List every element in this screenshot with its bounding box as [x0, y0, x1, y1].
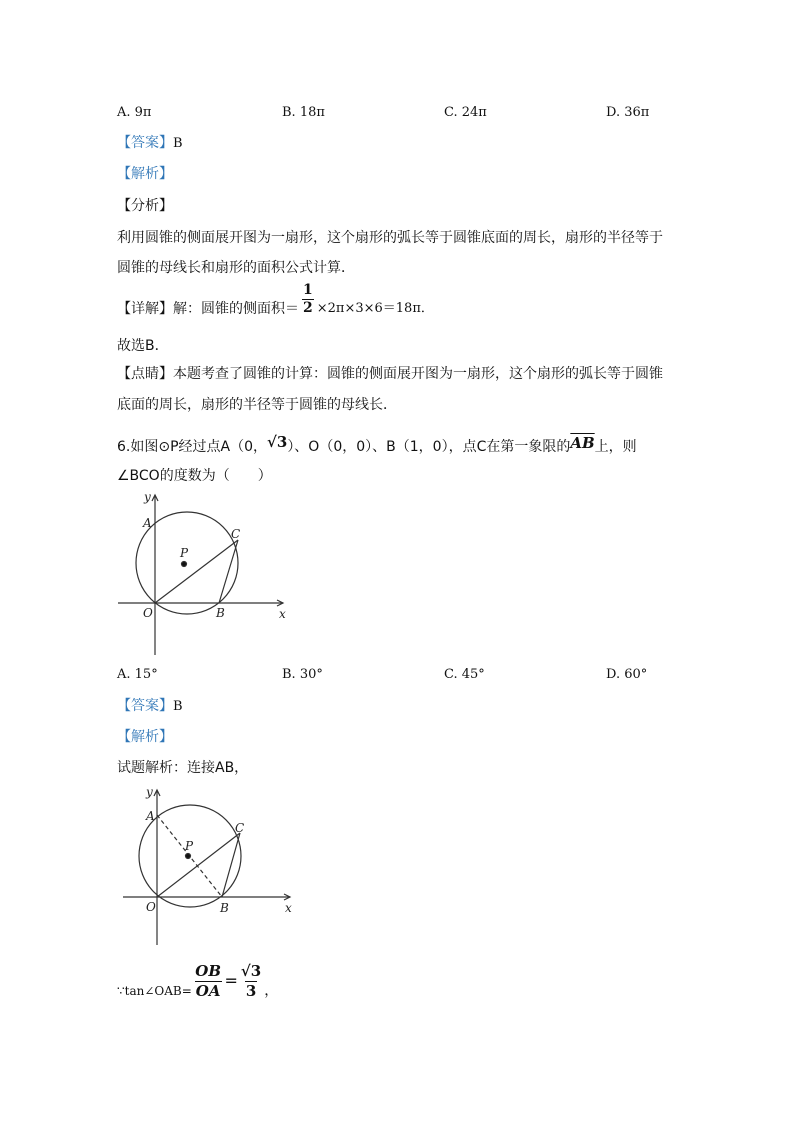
equals-sign: = — [224, 971, 238, 990]
q5-fenxi-line2: 圆锥的母线长和扇形的面积公式计算． — [117, 260, 355, 276]
q6-tan-prefix: ∵tan∠OAB= — [117, 984, 192, 998]
q6-tan-line — [117, 962, 278, 1000]
q6-option-c: C. 45° — [444, 667, 485, 682]
answer-tag: 【答案】 — [117, 135, 173, 151]
q6-option-b: B. 30° — [282, 667, 323, 682]
label-b: B — [216, 606, 225, 620]
segment-oc — [157, 833, 240, 897]
label-x: x — [279, 607, 286, 621]
q6-answer — [117, 697, 183, 716]
label-c: C — [231, 527, 241, 541]
answer-tag: 【答案】 — [117, 698, 173, 714]
q6-text: 上，则 — [594, 439, 637, 455]
label-c: C — [235, 821, 245, 835]
q6-option-a: A. 15° — [117, 667, 158, 682]
detail-formula: ×2π×3×6＝18π． — [316, 301, 434, 316]
note-text: 本题考查了圆锥的计算：圆锥的侧面展开图为一扇形，这个扇形的弧长等于圆锥 — [173, 366, 663, 382]
point-p — [182, 562, 187, 567]
label-p: P — [185, 839, 194, 853]
frac-numerator: 1 — [303, 282, 313, 298]
q5-fenxi-line1: 利用圆锥的侧面展开图为一扇形，这个扇形的弧长等于圆锥底面的周长，扇形的半径等于 — [117, 230, 663, 246]
frac-numerator: √3 — [240, 962, 262, 980]
q6-analysis-tag: 【解析】 — [117, 729, 173, 745]
note-tag: 【点睛】 — [117, 366, 173, 382]
label-o: O — [146, 900, 156, 914]
label-a: A — [146, 809, 155, 823]
label-a: A — [143, 516, 152, 530]
frac-numerator: OB — [195, 962, 222, 980]
label-b: B — [220, 901, 229, 915]
detail-text: 解：圆锥的侧面积＝ — [173, 301, 299, 317]
comma: ， — [264, 983, 279, 999]
label-y: y — [146, 785, 153, 799]
label-y: y — [144, 490, 151, 504]
q5-fenxi-tag: 【分析】 — [117, 198, 173, 214]
label-p: P — [180, 546, 189, 560]
arc-ab: $\overline{AB}$ — [570, 434, 595, 452]
q6-text: ）、O（0，0）、B（1，0），点C在第一象限的 — [287, 439, 571, 455]
label-x: x — [285, 901, 292, 915]
segment-bc — [222, 833, 240, 897]
q6-text: 6.如图⊙P经过点A（0， — [117, 439, 268, 455]
frac-denominator: OA — [195, 982, 221, 1000]
point-p — [186, 854, 191, 859]
q5-option-c: C. 24π — [444, 105, 487, 120]
q5-option-b: B. 18π — [282, 105, 325, 120]
answer-value: B — [173, 136, 183, 151]
frac-denominator: 2 — [303, 300, 313, 316]
fraction-ob-oa — [195, 962, 222, 1000]
q6-question-line2: ∠BCO的度数为（ ） — [117, 468, 272, 484]
detail-tag: 【详解】 — [117, 301, 173, 317]
segment-oc — [155, 540, 238, 603]
q5-option-d: D. 36π — [606, 105, 650, 120]
sqrt3: √3 — [267, 433, 288, 451]
q6-option-d: D. 60° — [606, 667, 648, 682]
q5-option-a: A. 9π — [117, 105, 152, 120]
q5-choose: 故选B． — [117, 338, 169, 354]
frac-denominator: 3 — [245, 982, 257, 1000]
answer-value: B — [173, 699, 183, 714]
q6-solution-intro: 试题解析：连接AB， — [117, 760, 249, 776]
fraction-sqrt3-3 — [241, 962, 261, 1000]
q5-analysis-tag: 【解析】 — [117, 166, 173, 182]
q5-note-line2: 底面的周长，扇形的半径等于圆锥的母线长． — [117, 397, 397, 413]
label-o: O — [143, 606, 153, 620]
